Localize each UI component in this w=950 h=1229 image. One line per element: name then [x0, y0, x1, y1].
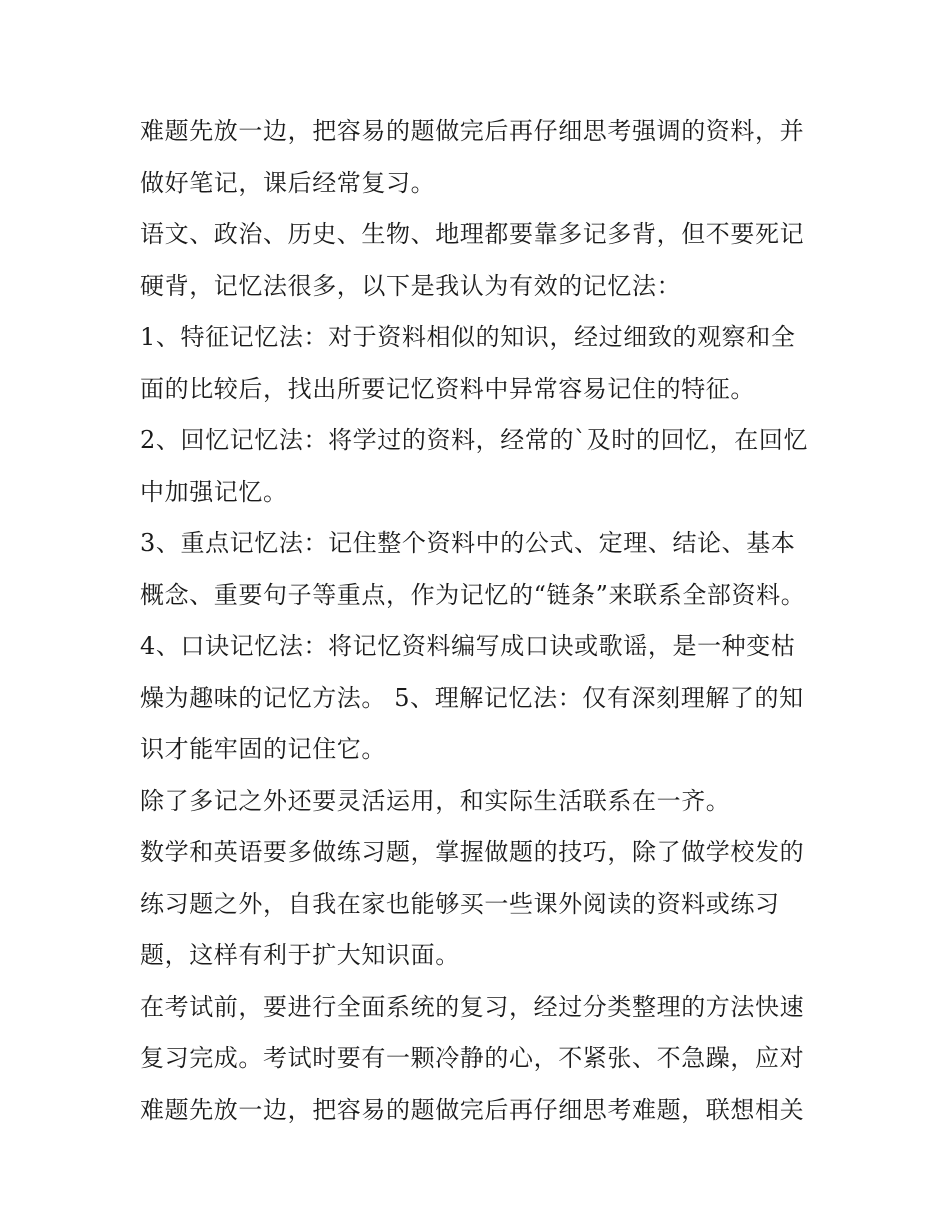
text-line: 燥为趣味的记忆方法。 5、理解记忆法：仅有深刻理解了的知 — [140, 683, 804, 712]
text-line: 练习题之外，自我在家也能够买一些课外阅读的资料或练习 — [140, 889, 780, 918]
text-line: 做好笔记，课后经常复习。 — [140, 168, 436, 197]
text-line: 硬背，记忆法很多，以下是我认为有效的记忆法： — [140, 271, 682, 300]
text-line: 复习完成。考试时要有一颗冷静的心，不紧张、不急躁，应对 — [140, 1044, 805, 1072]
text-line: 在考试前，要进行全面系统的复习，经过分类整理的方法快速 — [140, 992, 805, 1021]
text-line: 难题先放一边，把容易的题做完后再仔细思考强调的资料，并 — [140, 117, 805, 145]
text-line: 难题先放一边，把容易的题做完后再仔细思考难题，联想相关 — [140, 1095, 805, 1124]
text-line: 面的比较后，找出所要记忆资料中异常容易记住的特征。 — [140, 374, 755, 403]
text-line: 3、重点记忆法：记住整个资料中的公式、定理、结论、基本 — [140, 529, 796, 557]
text-line: 2、回忆记忆法：将学过的资料，经常的`及时的回忆，在回忆 — [140, 426, 809, 454]
text-line: 1、特征记忆法：对于资料相似的知识，经过细致的观察和全 — [140, 323, 796, 351]
text-line: 中加强记忆。 — [140, 477, 288, 506]
text-line: 除了多记之外还要灵活运用，和实际生活联系在一齐。 — [140, 786, 731, 815]
text-line: 概念、重要句子等重点，作为记忆的“链条”来联系全部资料。 — [140, 580, 806, 609]
document-body — [140, 106, 820, 1136]
text-line: 识才能牢固的记住它。 — [140, 735, 386, 763]
text-line: 语文、政治、历史、生物、地理都要靠多记多背，但不要死记 — [140, 220, 805, 248]
text-line: 4、口诀记忆法：将记忆资料编写成口诀或歌谣，是一种变枯 — [140, 632, 796, 660]
text-line: 题，这样有利于扩大知识面。 — [140, 941, 460, 969]
text-line: 数学和英语要多做练习题，掌握做题的技巧，除了做学校发的 — [140, 838, 805, 866]
